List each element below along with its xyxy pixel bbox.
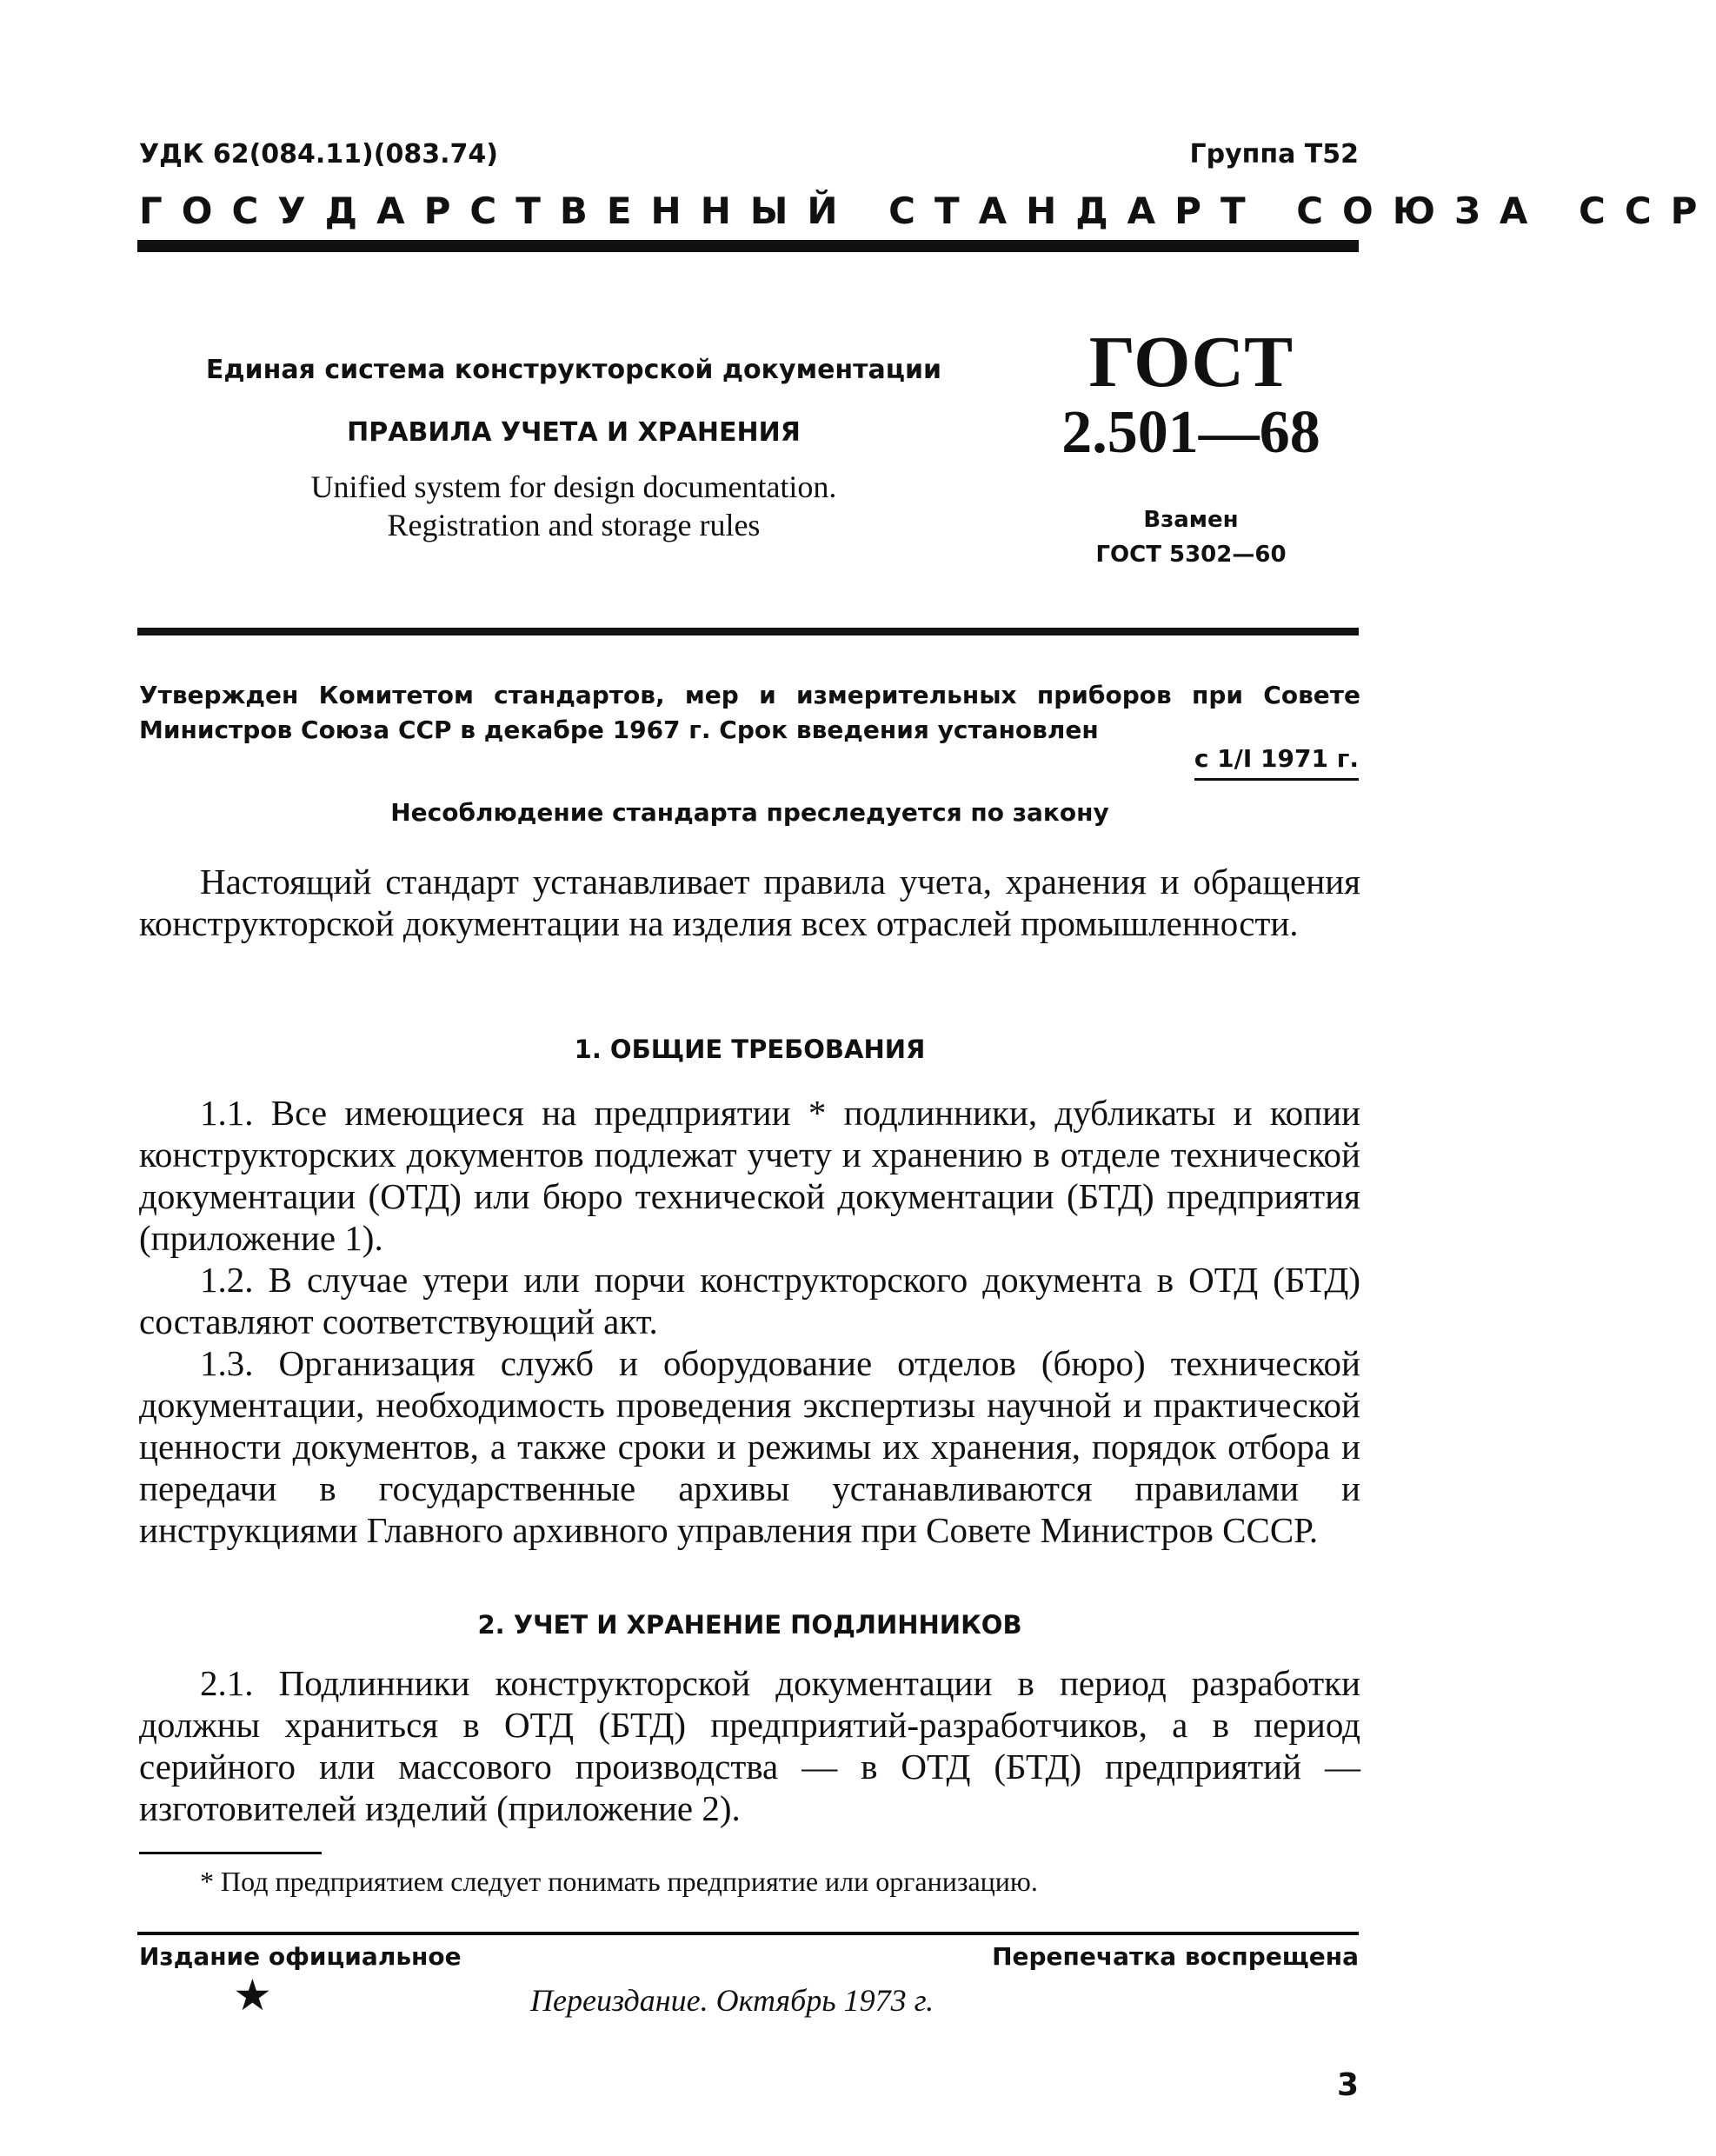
section-1-title: 1. ОБЩИЕ ТРЕБОВАНИЯ: [574, 1035, 926, 1064]
reissue-note: Переиздание. Октябрь 1973 г.: [530, 1983, 934, 2018]
intro-paragraph: [139, 861, 1360, 944]
gost-label: ГОСТ: [1088, 322, 1294, 403]
star-icon: ★: [233, 1970, 272, 2020]
effective-date: с 1/I 1971 г.: [1194, 744, 1359, 781]
footnote: * Под предприятием следует понимать предприятие или организацию.: [200, 1866, 1038, 1897]
non-compliance-note: Несоблюдение стандарта преследуется по закону: [390, 798, 1109, 827]
section-1-body: [139, 1092, 1360, 1551]
paragraph-1-1: 1.1. Все имеющиеся на предприятии * подлинники, дубликаты и копии конструкторских документов подлежат учету и хранению в отделе технической документации (ОТД) или бюро технической документации (БТД) предприятия (приложение 1).: [139, 1093, 1360, 1258]
reprint-prohibited: Перепечатка воспрещена: [992, 1942, 1359, 1971]
replaced-standard: ГОСТ 5302—60: [1095, 542, 1287, 568]
english-title-line: Registration and storage rules: [387, 508, 761, 542]
gost-number: 2.501—68: [1061, 399, 1320, 466]
official-edition: Издание официальное: [139, 1942, 462, 1971]
system-title: Единая система конструкторской документации: [205, 355, 942, 385]
page-number: 3: [1336, 2067, 1359, 2103]
group-code: Группа Т52: [1189, 139, 1359, 170]
state-standard-heading: ГОСУДАРСТВЕННЫЙ СТАНДАРТ СОЮЗА ССР: [139, 190, 1716, 232]
replaces-block: [1026, 502, 1356, 572]
paragraph-2-1: 2.1. Подлинники конструкторской документации в период разработки должны храниться в ОТД (БТД) предприятий-разработчиков, а в период серийного или массового производства — в ОТД (БТД) предприятий — изготовителей изделий (приложение 2).: [139, 1663, 1360, 1828]
udk-code: УДК 62(084.11)(083.74): [139, 139, 498, 170]
top-rule: [137, 240, 1359, 252]
english-title-line: Unified system for design documentation.: [310, 469, 837, 504]
paragraph-1-3: 1.3. Организация служб и оборудование отделов (бюро) технической документации, необходимость проведения экспертизы научной и практической ценности документов, а также сроки и режимы их хранения, порядок отбора и передачи в государственные архивы устанавливаются правилами и инструкциями Главного архивного управления при Совете Министров СССР.: [139, 1343, 1360, 1550]
footnote-rule: [139, 1852, 322, 1854]
replaces-label: Взамен: [1143, 507, 1239, 533]
paragraph: Настоящий стандарт устанавливает правила учета, хранения и обращения конструкторской документации на изделия всех отраслей промышленности.: [139, 862, 1360, 943]
english-title: [191, 468, 956, 544]
middle-rule: [137, 628, 1359, 635]
standard-title: ПРАВИЛА УЧЕТА И ХРАНЕНИЯ: [347, 417, 801, 448]
section-2-title: 2. УЧЕТ И ХРАНЕНИЕ ПОДЛИННИКОВ: [477, 1610, 1022, 1640]
bottom-rule: [137, 1932, 1359, 1935]
approval-text: Утвержден Комитетом стандартов, мер и измерительных приборов при Совете Министров Союза ССР в декабре 1967 г. Срок введения установлен: [139, 681, 1360, 744]
paragraph-1-2: 1.2. В случае утери или порчи конструкторского документа в ОТД (БТД) составляют соответствующий акт.: [139, 1260, 1360, 1341]
section-2-body: [139, 1662, 1360, 1829]
